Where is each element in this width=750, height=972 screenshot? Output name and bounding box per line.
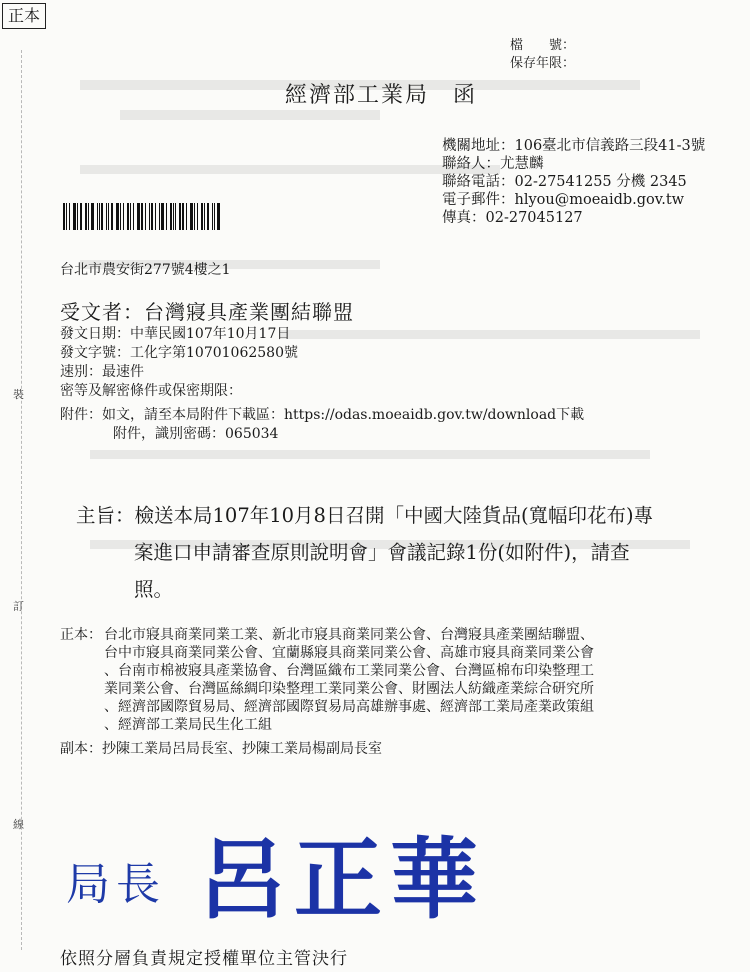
original-recipients-label: 正本： xyxy=(60,627,102,643)
binding-mark-ding: 訂 xyxy=(13,600,24,613)
original-recipients-line: 台北市寢具商業同業工業、新北市寢具商業同業公會、台灣寢具產業團結聯盟、 xyxy=(104,627,594,643)
barcode-bar xyxy=(214,203,215,230)
issue-date: 發文日期：中華民國107年10月17日 xyxy=(60,326,291,342)
barcode-bar xyxy=(182,203,184,230)
barcode-bar xyxy=(69,203,70,230)
barcode-bar xyxy=(85,203,87,230)
contact-phone: 聯絡電話：02-27541255 分機 2345 xyxy=(442,174,687,190)
barcode-bar xyxy=(175,203,176,230)
barcode-bar xyxy=(80,203,82,230)
barcode-bar xyxy=(170,203,172,230)
barcode-bar xyxy=(130,203,131,230)
barcode-bar xyxy=(166,203,167,230)
barcode-bar xyxy=(161,203,164,230)
signature-title: 局長 xyxy=(66,859,166,910)
barcode-bar xyxy=(63,203,65,230)
subject-line-2: 案進口申請審查原則說明會」會議記錄1份(如附件)，請查 xyxy=(134,541,630,564)
barcode-bar xyxy=(111,203,113,230)
copy-recipients: 副本：抄陳工業局呂局長室、抄陳工業局楊副局長室 xyxy=(60,741,382,757)
barcode-bar xyxy=(197,203,198,230)
barcode-bar xyxy=(186,203,187,230)
barcode-bar xyxy=(123,203,124,230)
document-number: 發文字號：工化字第10701062580號 xyxy=(60,345,298,361)
barcode-bar xyxy=(159,203,160,230)
binding-mark-xian: 線 xyxy=(13,818,24,831)
barcode-bar xyxy=(108,203,109,230)
subject-line-1: 主旨：檢送本局107年10月8日召開「中國大陸貨品(寬幅印花布)專 xyxy=(76,504,654,527)
original-recipients-line: 、經濟部國際貿易局、經濟部國際貿易局高雄辦事處、經濟部工業局產業政策組 xyxy=(104,699,594,715)
attachment-line-2: 附件，識別密碼：065034 xyxy=(113,426,279,442)
mailing-address: 台北市農安街277號4樓之1 xyxy=(60,262,231,278)
barcode-bar xyxy=(217,203,220,230)
barcode-bar xyxy=(97,203,98,230)
contact-fax: 傳真：02-27045127 xyxy=(442,210,583,226)
barcode-bar xyxy=(91,203,94,230)
subject-line-3: 照。 xyxy=(134,578,174,601)
binding-mark-zhuang: 裝 xyxy=(13,388,24,401)
barcode-bar xyxy=(204,203,205,230)
barcode-bar xyxy=(201,203,203,230)
barcode-bar xyxy=(133,203,134,230)
director-signature: 呂正華 xyxy=(198,827,487,931)
barcode-bar xyxy=(73,203,76,230)
retention-label: 保存年限： xyxy=(510,56,576,71)
authorization-note: 依照分層負責規定授權單位主管決行 xyxy=(60,949,348,969)
original-recipients-line: 、經濟部工業局民生化工組 xyxy=(104,717,272,733)
barcode-bar xyxy=(207,203,209,230)
barcode-bar xyxy=(190,203,193,230)
barcode-bar xyxy=(141,203,143,230)
binding-line xyxy=(21,50,22,950)
barcode-bar xyxy=(116,203,119,230)
original-copy-stamp: 正本 xyxy=(2,3,46,29)
barcode-bar xyxy=(127,203,129,230)
contact-email: 電子郵件：hlyou@moeaidb.gov.tw xyxy=(442,192,685,208)
original-recipients-line: 台中市寢具商業同業公會、宜蘭縣寢具商業同業公會、高雄市寢具商業同業公會 xyxy=(104,645,594,661)
document-title: 經濟部工業局 函 xyxy=(285,83,478,108)
barcode-bar xyxy=(77,203,78,230)
secrecy-level: 密等及解密條件或保密期限： xyxy=(60,383,242,399)
contact-person: 聯絡人：尤慧麟 xyxy=(442,156,544,172)
barcode-bar xyxy=(145,203,146,230)
barcode-bar xyxy=(151,203,153,230)
barcode-bar xyxy=(194,203,195,230)
agency-address: 機關地址：106臺北市信義路三段41-3號 xyxy=(442,138,706,154)
barcode-bar xyxy=(179,203,181,230)
delivery-speed: 速別：最速件 xyxy=(60,364,144,380)
barcode-bar xyxy=(149,203,150,230)
barcode-bar xyxy=(101,203,103,230)
file-number-label: 檔 號： xyxy=(510,38,576,53)
original-recipients-line: 業同業公會、台灣區絲綢印染整理工業同業公會、財團法人紡織產業綜合研究所 xyxy=(104,681,594,697)
attachment-line-1: 附件：如文，請至本局附件下載區：https://odas.moeaidb.gov.tw/download下載 xyxy=(60,407,585,423)
original-recipients-line: 、台南市棉被寢具產業協會、台灣區織布工業同業公會、台灣區棉布印染整理工 xyxy=(104,663,594,679)
barcode-bar xyxy=(155,203,156,230)
barcode-bar xyxy=(66,203,67,230)
barcode-bar xyxy=(99,203,100,230)
barcode xyxy=(63,203,223,230)
recipient: 受文者：台灣寢具產業團結聯盟 xyxy=(60,300,354,324)
barcode-bar xyxy=(137,203,140,230)
barcode-bar xyxy=(173,203,174,230)
barcode-bar xyxy=(120,203,121,230)
barcode-bar xyxy=(106,203,107,230)
barcode-bar xyxy=(212,203,213,230)
barcode-bar xyxy=(88,203,89,230)
